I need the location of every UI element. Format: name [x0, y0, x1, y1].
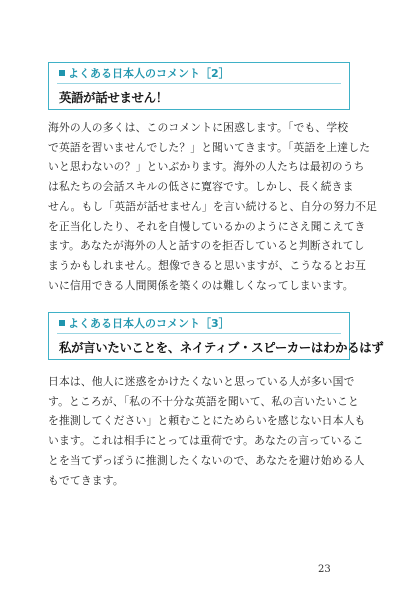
text-line: で英語を習いませんでした？」と聞いてきます。「英語を上達した [48, 140, 371, 154]
text-line: は私たちの会話スキルの低さに寛容です。しかし、長く続きま [48, 180, 354, 194]
text-line: ます。あなたが海外の人と話すのを拒否していると判断されてし [48, 239, 365, 253]
comment-box-heading [49, 313, 349, 333]
comment-box-heading-text: よくある日本人のコメント［3］ [68, 317, 230, 330]
text-line: います。これは相手にとっては重荷です。あなたの言っているこ [48, 434, 364, 448]
text-line: を推測してください」と頼むことにためらいを感じない日本人も [48, 414, 366, 428]
body-paragraph-1 [48, 118, 378, 295]
text-line: 海外の人の多くは、このコメントに困惑します。「でも、学校 [48, 121, 349, 134]
comment-box-heading-text: よくある日本人のコメント［2］ [68, 67, 230, 80]
comment-box-3 [48, 312, 384, 360]
comment-box-2 [48, 62, 350, 110]
page-number: 23 [318, 564, 331, 575]
square-bullet-icon [59, 70, 65, 76]
text-line: いと思わないの？」といぶかります。海外の人たちは最初のうち [48, 160, 365, 174]
square-bullet-icon [59, 320, 65, 326]
comment-box-title: 英語が話せません！ [59, 90, 168, 105]
text-line: せん。もし「英語が話せません」を言い続けると、自分の努力不足 [48, 199, 378, 213]
comment-box-heading [49, 63, 349, 83]
text-line: とを当てずっぽうに推測したくないので、あなたを避け始める人 [48, 453, 365, 467]
text-line: を正当化したり、それを自慢しているかのようにさえ聞こえてき [48, 219, 366, 233]
text-line: す。ところが、「私の不十分な英語を聞いて、私の言いたいこと [48, 394, 359, 408]
text-line: いに信用できる人間関係を築くのは難しくなってしまいます。 [48, 278, 354, 292]
body-paragraph-2 [48, 372, 366, 490]
text-line: 日本は、他人に迷惑をかけたくないと思っている人が多い国で [48, 375, 355, 388]
comment-box-title: 私が言いたいことを、ネイティブ・スピーカーはわかるはず [59, 340, 384, 355]
text-line: まうかもしれません。想像できると思いますが、こうなるとお互 [48, 258, 367, 272]
text-line: もでてきます。 [48, 473, 124, 487]
